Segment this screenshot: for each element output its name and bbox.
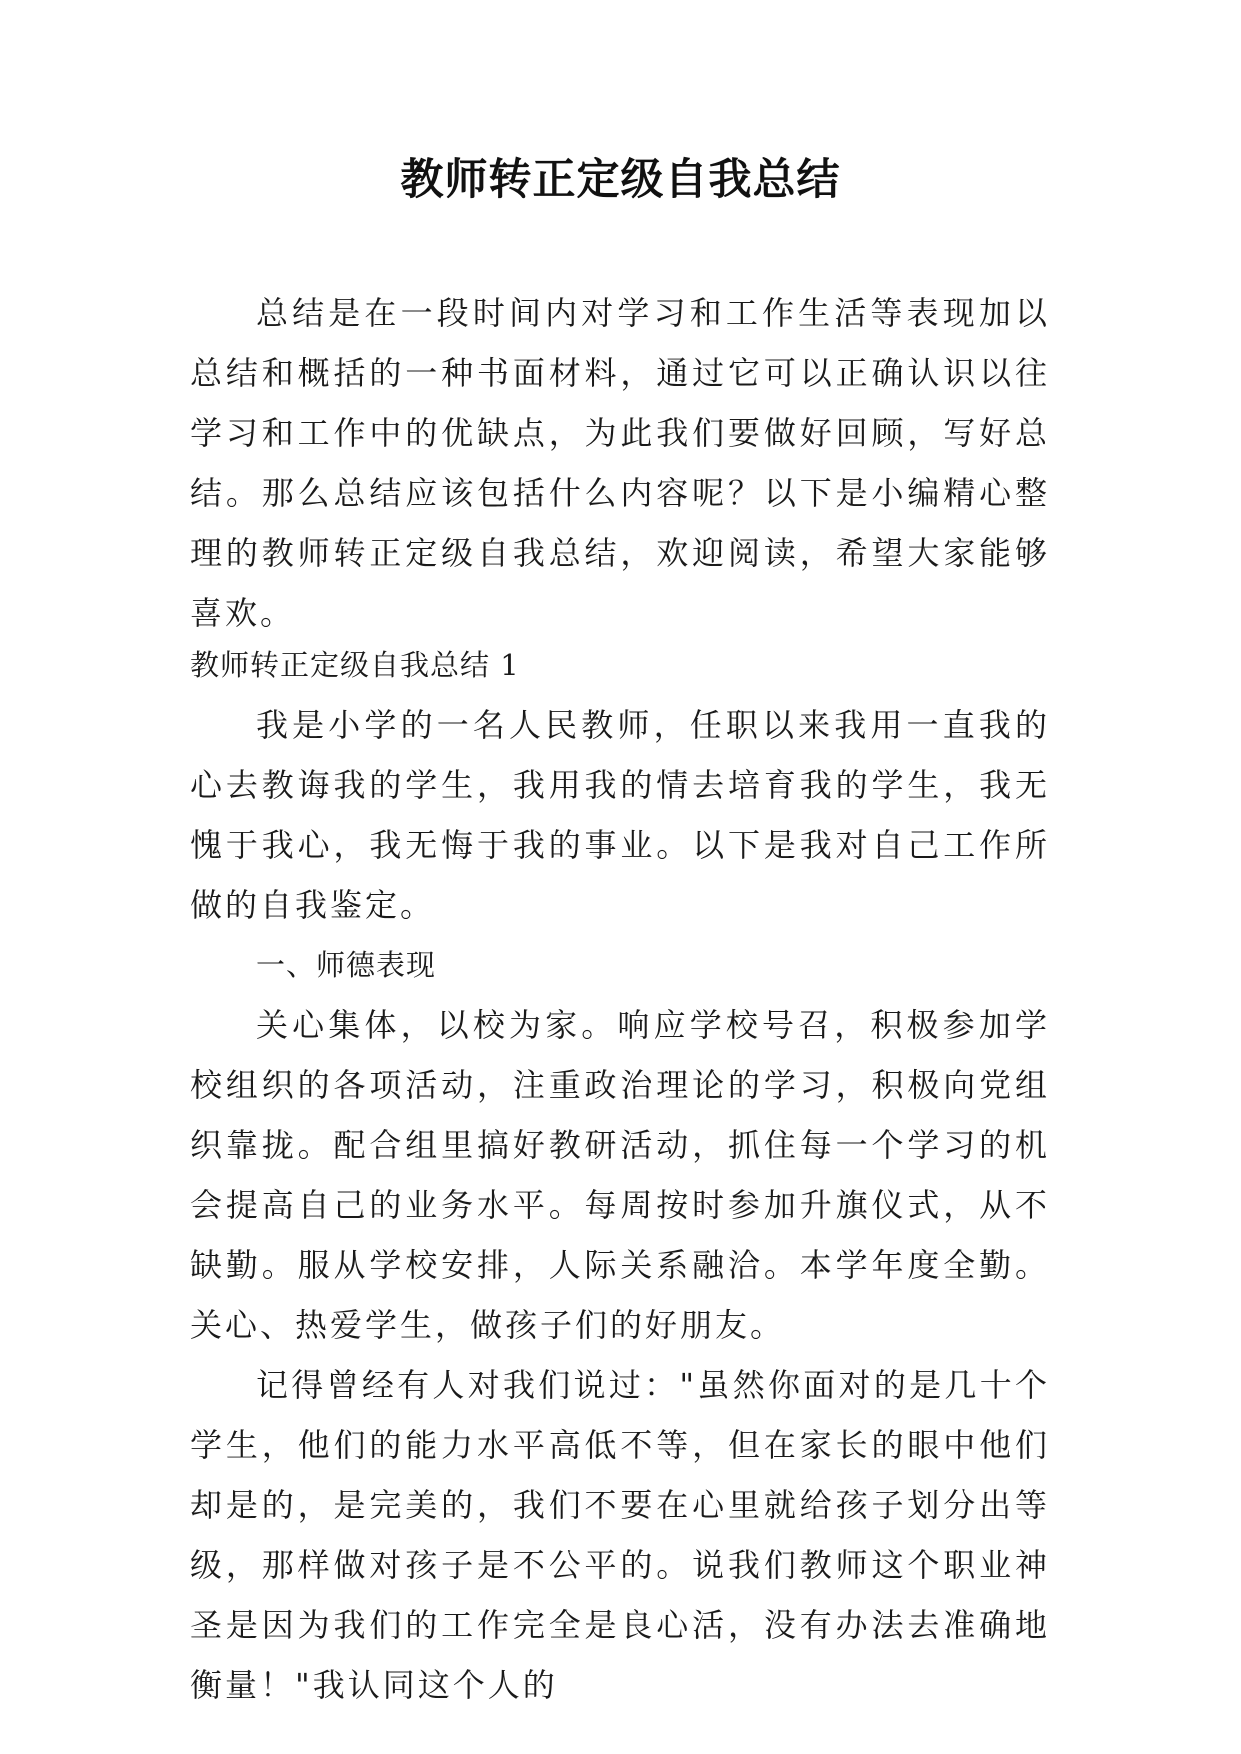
document-title: 教师转正定级自我总结 — [400, 155, 841, 205]
subsection-heading: 一、师德表现 — [256, 948, 437, 982]
body-paragraph: 关心集体，以校为家。响应学校号召，积极参加学校组织的各项活动，注重政治理论的学习，积极向党组织靠拢。配合组里搞好教研活动，抓住每一个学习的机会提高自己的业务水平。每周按时参加升旗仪式，从不缺勤。服从学校安排，人际关系融洽。本学年度全勤。关心、热爱学生，做孩子们的好朋友。 — [190, 1006, 1050, 1344]
section-heading: 教师转正定级自我总结 1 — [190, 648, 520, 682]
body-paragraph: 记得曾经有人对我们说过："虽然你面对的是几十个学生，他们的能力水平高低不等，但在家长的眼中他们却是的，是完美的，我们不要在心里就给孩子划分出等级，那样做对孩子是不公平的。说我们教师这个职业神圣是因为我们的工作完全是良心活，没有办法去准确地衡量！"我认同这个人的 — [190, 1366, 1050, 1704]
body-paragraph: 我是小学的一名人民教师，任职以来我用一直我的心去教诲我的学生，我用我的情去培育我的学生，我无愧于我心，我无悔于我的事业。以下是我对自己工作所做的自我鉴定。 — [190, 706, 1050, 924]
intro-paragraph: 总结是在一段时间内对学习和工作生活等表现加以总结和概括的一种书面材料，通过它可以正确认识以往学习和工作中的优缺点，为此我们要做好回顾，写好总结。那么总结应该包括什么内容呢？以下是小编精心整理的教师转正定级自我总结，欢迎阅读，希望大家能够喜欢。 — [190, 294, 1050, 632]
section-block — [190, 635, 1050, 1715]
intro-block — [190, 283, 1050, 643]
